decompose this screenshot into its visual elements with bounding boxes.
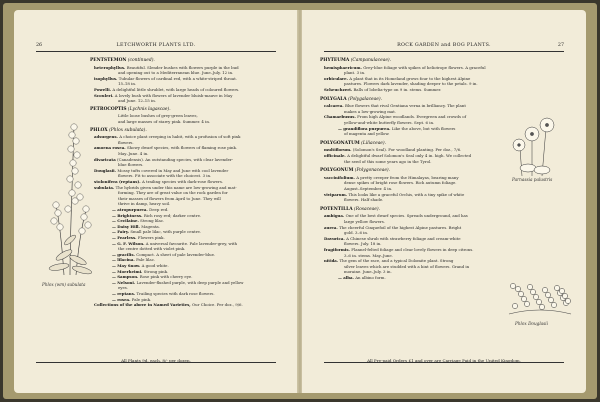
plant-description: August–September. 4 in. [344, 186, 393, 191]
entry-line [324, 225, 461, 230]
plant-description: flowers. Fit to associate with the choicest. 3 in. [118, 173, 212, 179]
phlox-flower [73, 138, 79, 144]
douglasii-flower [530, 289, 535, 294]
plant-description: forming. They are of great value on the rock garden for [118, 190, 228, 196]
entry-line [324, 103, 466, 108]
plant-description: A pretty creeper from the Himalayas, bearing many [356, 174, 459, 180]
left-page [14, 10, 298, 393]
parnassia-illustration [502, 108, 572, 178]
douglasii-flower [510, 283, 515, 288]
entry-line [344, 120, 434, 125]
section-subtitle: (Rosaceae). [352, 206, 380, 212]
douglasii-flower [562, 293, 567, 298]
plant-description: Trailing species with dark rose flowers. [136, 291, 215, 296]
phlox-flower [69, 132, 75, 138]
plant-description: pastures. Flowers dark lavender, shading deeper to the petals. 9 in. [344, 81, 478, 87]
entry-line [112, 207, 168, 212]
plant-name: heterophyllus. [94, 64, 127, 70]
plant-description: A delightful dwarf Solomon's Seal only 4 in. high. We collected [347, 153, 472, 158]
plant-name: — Sampson. [112, 274, 140, 280]
phlox-flower [65, 206, 71, 212]
entry-line [118, 162, 143, 167]
plant-description: (Canadensis). An outstanding species, with clear lavender- [117, 156, 234, 162]
section-subtitle: (Phlox subulata). [107, 127, 147, 133]
section-subtitle: (Liliaceae). [359, 140, 387, 146]
plant-name: — Daisy Hill. [112, 223, 142, 229]
plant-description: Deep red. [149, 207, 169, 212]
right-page-number: 27 [557, 43, 564, 48]
plant-description: and June. 12–15 in. [118, 98, 156, 104]
section-title: PETROCOPTIS [90, 106, 127, 112]
parnassia-caption: Parnassia palustris [512, 177, 553, 182]
entry-line [112, 297, 151, 302]
plant-name: adsurgens. [94, 134, 120, 140]
phlox-flower [79, 228, 85, 234]
phlox-douglasii-illustration [507, 268, 573, 318]
plant-name: calcarea. [324, 103, 346, 109]
entry-line [112, 224, 160, 229]
plant-description: blue flowers. [118, 162, 144, 168]
plant-name: Powelli. [94, 87, 113, 92]
douglasii-flower [551, 302, 556, 307]
phlox-flower [70, 160, 76, 166]
entry-line [338, 275, 386, 280]
entry-line [324, 175, 459, 180]
plant-description: Pale lilac. [136, 257, 156, 263]
plant-name: divaricata [94, 156, 118, 162]
section-title: POLYGALA [320, 96, 347, 102]
entry-line [94, 168, 228, 173]
plant-name: — G. F. Wilson. [112, 240, 146, 246]
entry-line [344, 264, 469, 269]
plant-description: A lovely bush with flowers of lavender bluish-mauve in May [114, 92, 233, 98]
plant-description: Magenta. [141, 223, 160, 229]
entry-line [344, 81, 478, 86]
plant-description: Our Choice. Per doz., 9/6. [191, 302, 243, 308]
plant-description: flowers. [118, 139, 134, 145]
plant-name: — rosea. [112, 296, 132, 302]
left-footer: All Plants 9d. each, 8/- per dozen. [121, 358, 191, 363]
phlox-flower [81, 214, 87, 220]
plant-name: Scheuchzeri. [324, 87, 354, 92]
plant-description: The cheerful Cinquefoil of the highest Alpine pastures. Bright [339, 224, 462, 230]
entry-line [118, 173, 211, 178]
plant-description: of magenta and yellow. [344, 131, 390, 137]
douglasii-flower [536, 299, 541, 304]
entry-line [344, 186, 392, 191]
plant-description: Pale pink. [131, 296, 152, 302]
plant-name: multiflorum. [324, 147, 353, 153]
left-header-rule [36, 51, 276, 52]
plant-name: — reptans. [112, 291, 137, 296]
plant-description: Strong lilac. [140, 218, 165, 224]
entry-line [112, 280, 244, 285]
entry-line [324, 192, 464, 197]
entry-line [94, 87, 239, 92]
plant-name: viviparum. [324, 191, 349, 197]
plant-description: silver leaves which are studded with a hint of flowers. Grand in [344, 263, 470, 269]
plant-name: — May Snow. [112, 263, 142, 268]
douglasii-flower [554, 285, 559, 290]
plant-description: the seed of this some years ago in the Tyrol. [344, 158, 432, 164]
plant-name: Scouleri. [94, 92, 115, 98]
entry-line [94, 185, 237, 190]
plant-name: — Cecilaine. [112, 218, 141, 224]
entry-line [344, 180, 457, 185]
entry-line [112, 229, 201, 234]
plant-name: Collections of the above in Named Varieties, [94, 302, 192, 308]
plant-description: large yellow flowers. [344, 219, 386, 224]
douglasii-flower [545, 292, 550, 297]
plant-description: plant. 3 in. [344, 70, 366, 76]
entry-line [324, 87, 441, 92]
plant-description: An albino form. [355, 275, 386, 280]
plant-description: A plant that in its Homeland grows four to the highest Alpine [349, 75, 471, 81]
entry-line [94, 76, 237, 81]
right-running-head: ROCK GARDEN and BOG PLANTS. [397, 43, 491, 48]
entry-line [112, 257, 155, 262]
entry-line [112, 241, 237, 246]
phlox-flower [55, 210, 61, 216]
plant-description: One of the best dwarf species. Spreads underground, and has [345, 213, 468, 219]
plant-name: — gracilis. [112, 251, 137, 257]
plant-description: their masses of flowers from April to June. They will [118, 195, 221, 201]
section-title: PHYTEUMA [320, 58, 350, 63]
plant-description: dense spikes of bright rose flowers. Rich autumn foliage. [344, 180, 457, 186]
phlox-flower [67, 176, 73, 182]
entry-line [324, 213, 468, 218]
entry-line [324, 153, 471, 158]
entry-line [94, 302, 243, 307]
phlox-flower [74, 152, 80, 158]
douglasii-flower [565, 298, 570, 303]
plant-description: gold. 3–6 in. [344, 230, 369, 236]
plant-name: stolonifera (reptans). [94, 179, 143, 184]
phlox-flower [71, 124, 77, 130]
plant-name: — grandiflora purpurea. [338, 125, 392, 131]
phlox-flower [68, 146, 74, 152]
entry-line [118, 285, 128, 290]
entry-line [94, 65, 239, 70]
section-heading [320, 207, 380, 212]
plant-name: fragiformis. [324, 247, 352, 252]
entry-line [118, 81, 136, 86]
entry-line [344, 197, 383, 202]
entry-line [112, 263, 169, 268]
plant-description: the centre dotted with violet pink. [118, 246, 186, 252]
section-title: POLYGONATUM [320, 140, 360, 146]
entry-line [118, 190, 228, 195]
plant-description: A good white. [141, 263, 169, 268]
douglasii-flower [548, 297, 553, 302]
entry-line [118, 98, 156, 103]
entry-line [112, 274, 192, 279]
section-title: PHLOX [90, 127, 108, 133]
entry-line [338, 126, 455, 131]
plant-description: Flowers pink. [137, 235, 165, 240]
plant-description: The gem of the race, and a typical Dolomite plant. Strong [339, 258, 454, 264]
douglasii-flower [512, 303, 517, 308]
entry-line [324, 65, 486, 70]
right-page [302, 10, 586, 393]
plant-description: 15–18 in. [118, 81, 137, 87]
entry-line [344, 70, 365, 75]
plant-description: A choice plant creeping in habit, with a profusion of soft pink [119, 134, 241, 140]
section-title: POTENTILLA [320, 206, 353, 212]
entry-line [324, 247, 473, 252]
entry-line [324, 258, 453, 263]
section-heading [320, 168, 390, 173]
plant-name: Douglasii. [94, 167, 118, 173]
entry-line [118, 113, 198, 118]
plant-description: Blue flowers that rival Gentiana verna in brilliancy. The plant [345, 103, 466, 109]
plant-description: A universal favourite. Pale lavender-grey, with [145, 240, 238, 246]
entry-line [344, 230, 368, 235]
plant-description: and opening out to a Mediterranean blue. June–July. 12 in. [118, 70, 234, 76]
douglasii-flower [524, 301, 529, 306]
douglasii-flower [533, 294, 538, 299]
entry-line [324, 236, 461, 241]
plant-description: moraine. June–July. 3 in. [344, 269, 392, 275]
plant-description: From high Alpine woodlands. Evergreen and crowds of [357, 114, 467, 120]
section-title: PENTSTEMON [90, 58, 127, 63]
plant-name: — Brightness. [112, 212, 144, 218]
entry-line [344, 269, 392, 274]
entry-line [344, 253, 393, 258]
entry-line [94, 134, 240, 139]
plant-name: officinale. [324, 153, 348, 158]
section-title: POLYGONUM [320, 168, 354, 174]
plant-description: Flannel-felted foliage and clear lovely flowers in deep citrons. [351, 247, 474, 252]
plant-description: makes a low-growing mat. [344, 108, 396, 114]
plant-name: Chamaebuxus. [324, 114, 358, 120]
plant-name: — lilacina. [112, 257, 137, 263]
phlox-flower [77, 194, 83, 200]
section-heading [320, 97, 382, 102]
phlox-flower [57, 224, 63, 230]
right-footer: All Pre-paid Orders £1 and over are Carriage Paid in the United Kingdom. [367, 358, 521, 363]
entry-line [344, 109, 396, 114]
phlox-flower [83, 206, 89, 212]
plant-description: The hybrids given under this name are low-growing and mat- [115, 184, 237, 190]
entry-line [344, 159, 431, 164]
entry-line [324, 76, 470, 81]
plant-description: thrive in damp, heavy soil. [118, 201, 171, 207]
plant-name: — Moerheimi. [112, 268, 144, 274]
entry-line [118, 151, 149, 156]
phlox-flower [72, 168, 78, 174]
section-subtitle: (Polygalaceae). [346, 96, 382, 102]
entry-line [112, 269, 168, 274]
douglasii-flower [521, 296, 526, 301]
plant-description: Like the above, but with flowers [391, 125, 456, 131]
plant-name: — Fairy. [112, 229, 131, 235]
phlox-flower [51, 218, 57, 224]
douglasii-flower [559, 288, 564, 293]
section-heading [90, 58, 155, 63]
plant-description: May–June. 4 in. [118, 151, 149, 156]
plant-name: vaccinifolium. [324, 174, 357, 180]
plant-description: Compact. A sheet of pale lavender-blue. [136, 251, 216, 257]
douglasii-flower [539, 304, 544, 309]
plant-description: A Chinese shrub with strawberry foliage and cream-white [346, 235, 461, 241]
plant-description: Strong pink. [143, 268, 169, 274]
plant-description: Rose pink with cherry eye. [139, 274, 193, 280]
section-subtitle: (continued). [126, 58, 155, 63]
phlox-flower [75, 182, 81, 188]
plant-description: A trailing species with dark-rose flowers. [142, 179, 224, 184]
plant-description: yellow-and-white butterfly flowers. Sept. 6 in. [344, 120, 435, 125]
section-heading [320, 141, 386, 146]
plant-description: and large masses of starry pink. Summer. 4 in. [118, 119, 211, 124]
entry-line [324, 147, 461, 152]
plant-description: Mossy tufts covered in May and June with cool lavender [117, 167, 229, 173]
plant-name: — alba. [338, 275, 356, 280]
plant-name: subulata. [94, 184, 116, 190]
plant-description: Lavender-flushed purple, with deep purple and yellow [136, 279, 244, 285]
plant-name: hemisphaericum. [324, 64, 364, 70]
plant-description: Balls of lobelia-type on 9 in. stems. Summer. [353, 87, 442, 92]
plant-description: Tubular flowers of cardinal red, with a white-striped throat. [118, 75, 238, 81]
entry-line [118, 246, 185, 251]
plant-description: Little loose bushes of grey-green leaves, [118, 113, 198, 119]
entry-line [344, 131, 389, 136]
plant-description: 3–6 in. stems. May–June. [344, 252, 393, 258]
plant-name: amoena rosea. [94, 145, 127, 151]
plant-name: isophyllus. [94, 75, 119, 81]
phlox-douglasii-caption: Phlox Douglasii [515, 321, 548, 326]
plant-description: flowers. Half shade. [344, 197, 384, 203]
plant-name: Davurica. [324, 235, 347, 241]
entry-line [118, 140, 134, 145]
plant-name: aurea. [324, 224, 340, 230]
plant-description: This looks like a graceful Orchis, with a tiny spike of white [348, 191, 465, 197]
phlox-illustration [34, 105, 104, 280]
plant-name: nitida. [324, 258, 340, 264]
douglasii-flower [515, 286, 520, 291]
plant-description: A delightful little shrublet, with large heads of coloured flowers. [112, 87, 240, 92]
plant-name: — Fearless. [112, 235, 138, 240]
section-subtitle: (Polygonaceae). [353, 168, 391, 174]
plant-name: ambigua. [324, 213, 346, 219]
plant-description: flowers. July. 18 in. [344, 241, 382, 247]
entry-line [94, 93, 232, 98]
phlox-caption: Phlox (wm) subulata [42, 282, 86, 287]
left-page-number: 26 [36, 43, 43, 48]
plant-name: — atropurpurea. [112, 207, 150, 212]
entry-line [118, 196, 221, 201]
section-subtitle: (Campanulaceae). [349, 58, 392, 63]
entry-line [112, 213, 201, 218]
entry-line [112, 291, 215, 296]
douglasii-flower [518, 291, 523, 296]
entry-line [112, 235, 165, 240]
douglasii-flower [527, 284, 532, 289]
douglasii-flower [542, 287, 547, 292]
phlox-flower [53, 202, 59, 208]
entry-line [324, 114, 466, 119]
entry-line [118, 119, 210, 124]
entry-line [112, 218, 164, 223]
plant-description: Showy dwarf species, with flowers of flaming rose pink. [126, 145, 238, 151]
entry-line [94, 145, 237, 150]
phlox-flower [69, 190, 75, 196]
plant-description: eyes. [118, 285, 129, 291]
plant-description: Rich rosy red; darker centre. [143, 212, 202, 218]
plant-description: Grey-blue foliage with spikes of heliotrope flowers. A graceful [363, 64, 486, 70]
plant-description: Beautiful. Slender bushes with flowers purple in the bud [126, 64, 239, 70]
plant-description: Small pale lilac, with purple centre. [130, 229, 202, 235]
phlox-flower [85, 222, 91, 228]
entry-line [94, 179, 223, 184]
entry-line [118, 70, 233, 75]
right-header-rule [324, 51, 564, 52]
section-heading [320, 58, 391, 63]
section-subtitle: (Lychnis lagascae). [126, 106, 171, 112]
plant-name: — Nelsoni. [112, 279, 137, 285]
entry-line [118, 201, 170, 206]
entry-line [112, 252, 215, 257]
left-running-head: LETCHWORTH PLANTS LTD. [116, 43, 196, 48]
entry-line [94, 157, 233, 162]
plant-name: orbiculare. [324, 75, 350, 81]
entry-line [344, 241, 382, 246]
entry-line [344, 219, 385, 224]
plant-description: (Solomon's Seal). For woodland planting. Per doz., 7/6. [352, 147, 462, 153]
